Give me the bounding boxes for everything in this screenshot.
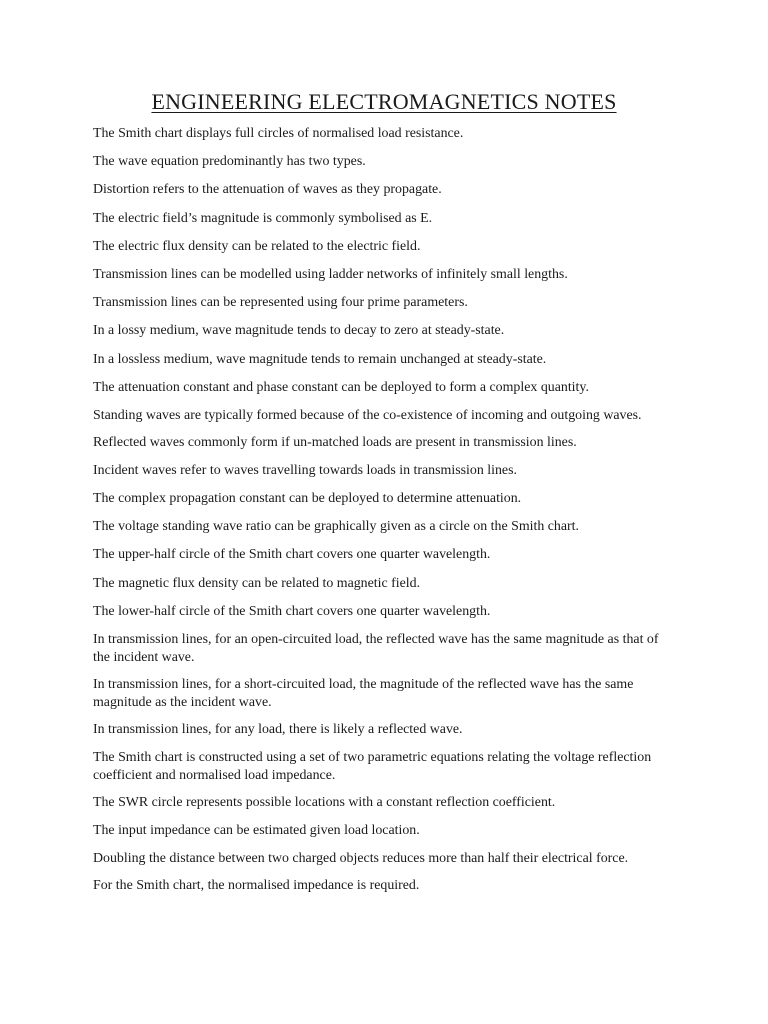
- note-item: Transmission lines can be represented using four prime parameters.: [93, 295, 468, 311]
- note-item: The Smith chart is constructed using a set of two parametric equations relating the voltage reflection coefficient and normalised load impedance.: [93, 749, 652, 783]
- note-item: In a lossy medium, wave magnitude tends to decay to zero at steady-state.: [93, 323, 505, 339]
- note-item: The SWR circle represents possible locations with a constant reflection coefficient.: [93, 794, 556, 810]
- note-item: The complex propagation constant can be deployed to determine attenuation.: [93, 491, 522, 507]
- note-item: The input impedance can be estimated given load location.: [93, 822, 420, 838]
- note-item: Transmission lines can be modelled using ladder networks of infinitely small lengths.: [93, 266, 568, 282]
- note-item: The attenuation constant and phase constant can be deployed to form a complex quantity.: [93, 379, 589, 395]
- note-item: Standing waves are typically formed because of the co-existence of incoming and outgoing waves.: [93, 407, 642, 423]
- note-item: Doubling the distance between two charged objects reduces more than half their electrical force.: [93, 850, 629, 866]
- document-title: ENGINEERING ELECTROMAGNETICS NOTES: [151, 89, 617, 114]
- note-item: The electric field’s magnitude is commonly symbolised as E.: [93, 210, 433, 226]
- note-item: In a lossless medium, wave magnitude tends to remain unchanged at steady-state.: [93, 351, 547, 367]
- note-item: Reflected waves commonly form if un-matched loads are present in transmission lines.: [93, 434, 577, 450]
- note-item: Incident waves refer to waves travelling towards loads in transmission lines.: [93, 462, 517, 478]
- note-item: The electric flux density can be related to the electric field.: [93, 238, 421, 254]
- note-item: The wave equation predominantly has two types.: [93, 154, 366, 170]
- note-item: For the Smith chart, the normalised impedance is required.: [93, 877, 420, 893]
- note-item: The voltage standing wave ratio can be graphically given as a circle on the Smith chart.: [93, 519, 579, 535]
- note-item: Distortion refers to the attenuation of waves as they propagate.: [93, 182, 442, 198]
- note-item: The Smith chart displays full circles of normalised load resistance.: [93, 126, 464, 141]
- note-item: In transmission lines, for a short-circuited load, the magnitude of the reflected wave has the same magnitude as the incident wave.: [93, 676, 634, 710]
- notes-list: [93, 125, 673, 905]
- note-item: In transmission lines, for any load, there is likely a reflected wave.: [93, 721, 463, 737]
- note-item: The upper-half circle of the Smith chart covers one quarter wavelength.: [93, 547, 491, 563]
- note-item: The magnetic flux density can be related to magnetic field.: [93, 575, 421, 591]
- note-item: The lower-half circle of the Smith chart covers one quarter wavelength.: [93, 603, 491, 619]
- note-item: In transmission lines, for an open-circuited load, the reflected wave has the same magnitude as that of the incident wave.: [93, 631, 659, 665]
